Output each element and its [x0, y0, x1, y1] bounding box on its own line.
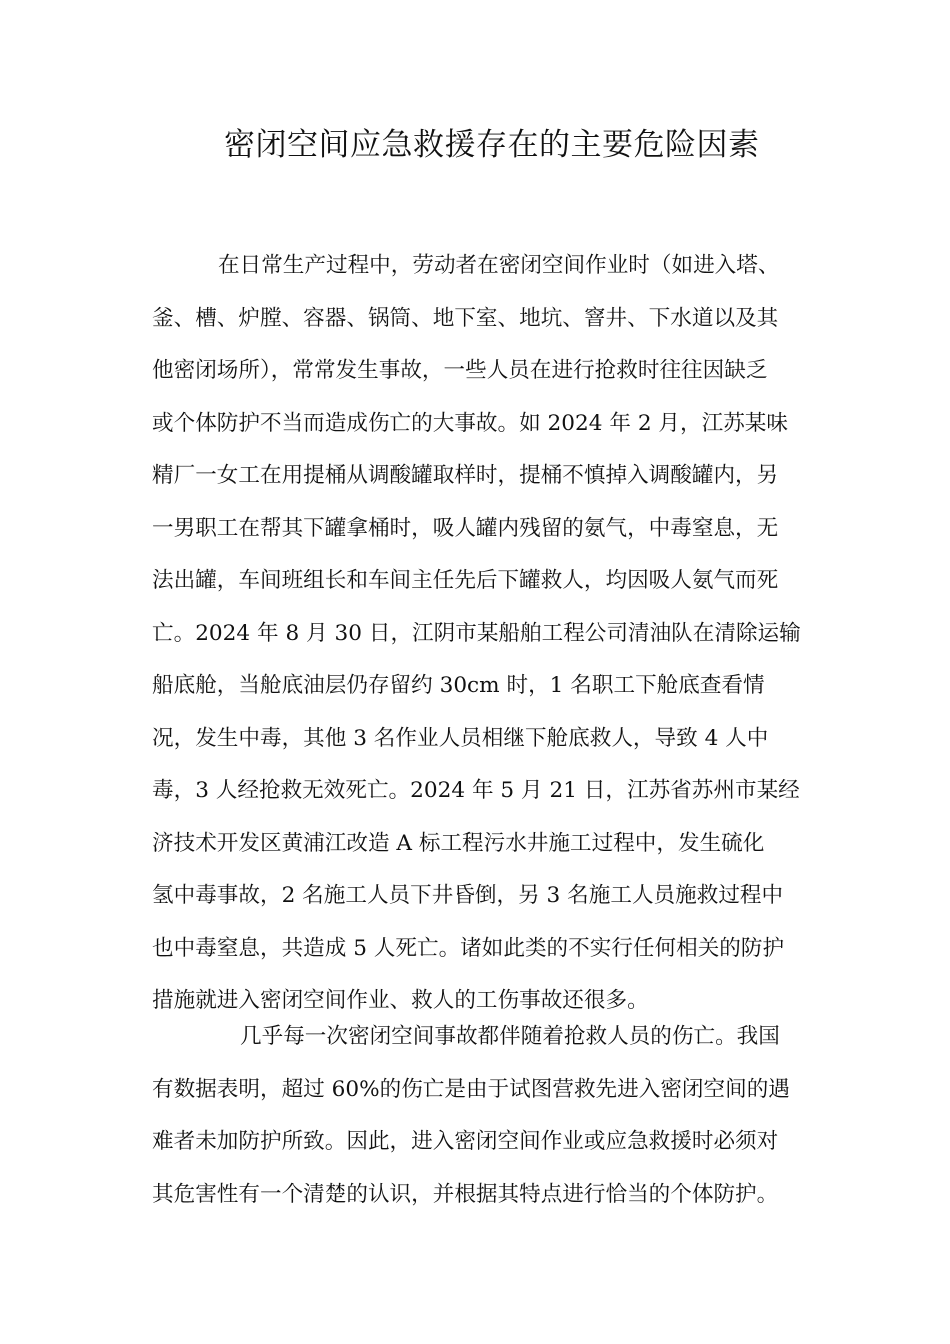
paragraph-line: 其危害性有一个清楚的认识，并根据其特点进行恰当的个体防护。: [152, 1181, 779, 1207]
paragraph-line: 毒，3 人经抢救无效死亡。2024 年 5 月 21 日，江苏省苏州市某经: [152, 778, 800, 803]
paragraph-line: 济技术开发区黄浦江改造 A 标工程污水井施工过程中，发生硫化: [152, 830, 765, 856]
paragraph-line: 他密闭场所），常常发生事故，一些人员在进行抢救时往往因缺乏: [152, 358, 768, 383]
paragraph-line: 措施就进入密闭空间作业、救人的工伤事故还很多。: [152, 988, 649, 1013]
paragraph-line: 也中毒窒息，共造成 5 人死亡。诸如此类的不实行任何相关的防护: [152, 935, 785, 961]
paragraph-line: 况，发生中毒，其他 3 名作业人员相继下舱底救人，导致 4 人中: [152, 725, 769, 751]
paragraph-2: [152, 1011, 790, 1221]
paragraph-line: 几乎每一次密闭空间事故都伴随着抢救人员的伤亡。我国: [240, 1024, 780, 1049]
paragraph-line: 难者未加防护所致。因此，进入密闭空间作业或应急救援时必须对: [152, 1129, 779, 1154]
paragraph-line: 或个体防护不当而造成伤亡的大事故。如 2024 年 2 月，江苏某味: [152, 410, 788, 436]
paragraph-line: 法出罐，车间班组长和车间主任先后下罐救人，均因吸人氨气而死: [152, 568, 779, 593]
paragraph-line: 有数据表明，超过 60%的伤亡是由于试图营救先进入密闭空间的遇: [152, 1076, 790, 1102]
paragraph-line: 精厂一女工在用提桶从调酸罐取样时，提桶不慎掉入调酸罐内，另: [152, 463, 779, 488]
paragraph-line: 亡。2024 年 8 月 30 日，江阴市某船舶工程公司清油队在清除运输: [152, 620, 801, 646]
paragraph-line: 釜、槽、炉膛、容器、锅筒、地下室、地坑、窨井、下水道以及其: [152, 305, 779, 331]
paragraph-line: 船底舱，当舱底油层仍存留约 30cm 时，1 名职工下舱底查看情: [152, 673, 765, 698]
paragraph-1: [152, 240, 801, 1028]
paragraph-line: 一男职工在帮其下罐拿桶时，吸人罐内残留的氨气，中毒窒息，无: [152, 515, 779, 541]
paragraph-line: 在日常生产过程中，劳动者在密闭空间作业时（如进入塔、: [218, 253, 780, 278]
document-title: 密闭空间应急救援存在的主要危险因素: [224, 127, 760, 163]
paragraph-line: 氢中毒事故，2 名施工人员下井昏倒，另 3 名施工人员施救过程中: [152, 883, 784, 908]
